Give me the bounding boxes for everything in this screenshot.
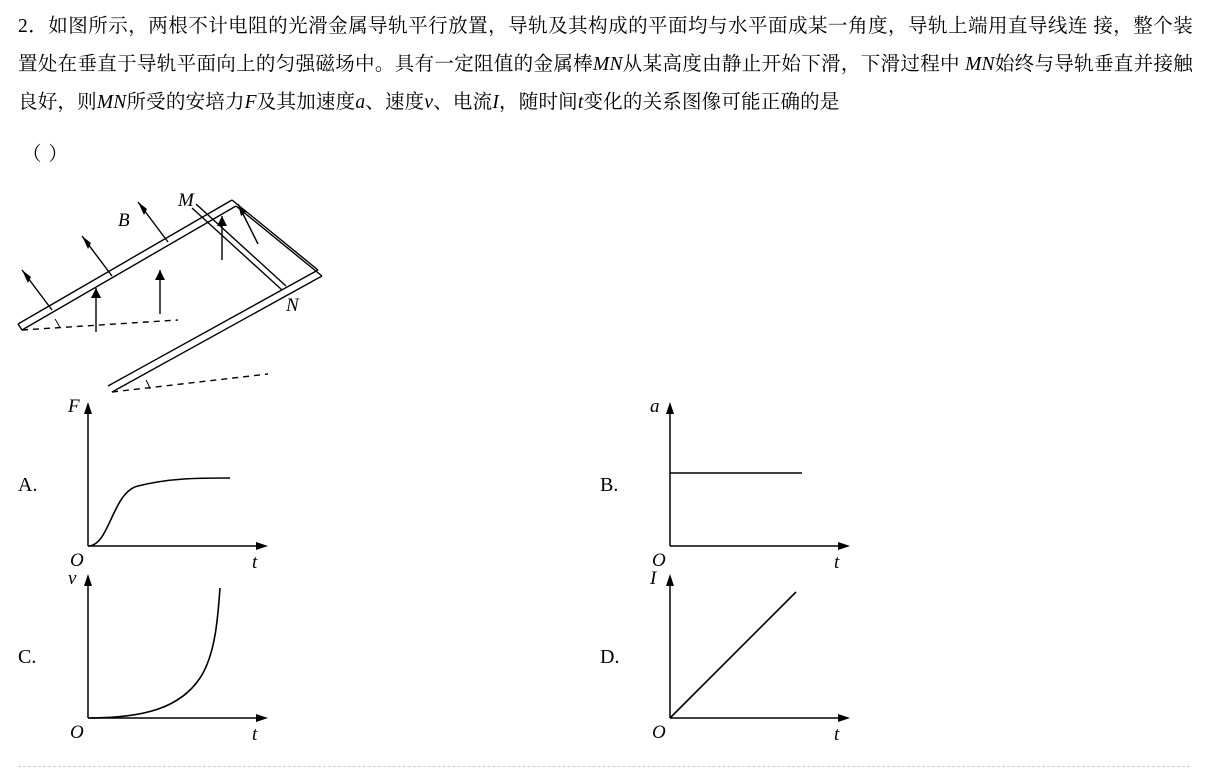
option-c-origin: O [70,722,84,743]
option-c-graph [48,568,278,743]
option-b-ylabel: a [650,396,660,417]
page-divider [18,766,1190,767]
option-a-ylabel: F [68,396,80,417]
option-b-xlabel: t [834,552,840,571]
question-line-3: MN始终与导轨垂直并接触良好，则MN所受的安培力F及其加速度a、速度v、电流I，随时间t变化的关系图像可能正确的是 [18,54,1193,113]
question-line-2: 接，整个装置处在垂直于导轨平面向上的匀强磁场中。具有一定阻值的金属棒MN从某高度由静止开始下滑，下滑过程中 [18,16,1193,75]
option-c-key: C. [18,646,37,668]
label-N: N [286,295,299,316]
inclined-rail-figure [0,178,360,398]
label-M: M [178,190,194,211]
option-d-ylabel: I [650,568,657,589]
option-b [600,396,860,571]
option-c [18,568,278,743]
question-text [18,8,1193,122]
option-a-key: A. [18,474,38,496]
option-d-xlabel: t [834,724,840,743]
answer-blank: （ ） [22,144,69,165]
question-line-1: 2．如图所示，两根不计电阻的光滑金属导轨平行放置，导轨及其构成的平面均与水平面成某一角度，导轨上端用直导线连 [18,16,1088,37]
option-a [18,396,278,571]
option-c-xlabel: t [252,724,258,743]
option-a-origin: O [70,550,84,571]
option-b-origin: O [652,550,666,571]
option-d-graph [630,568,860,743]
rail-diagram-svg [0,178,360,398]
label-B: B [118,210,130,231]
option-b-key: B. [600,474,619,496]
option-a-xlabel: t [252,552,258,571]
option-d-key: D. [600,646,620,668]
option-a-graph [48,396,278,571]
option-b-graph [630,396,860,571]
option-d-origin: O [652,722,666,743]
option-d [600,568,860,743]
option-c-ylabel: v [68,568,77,589]
